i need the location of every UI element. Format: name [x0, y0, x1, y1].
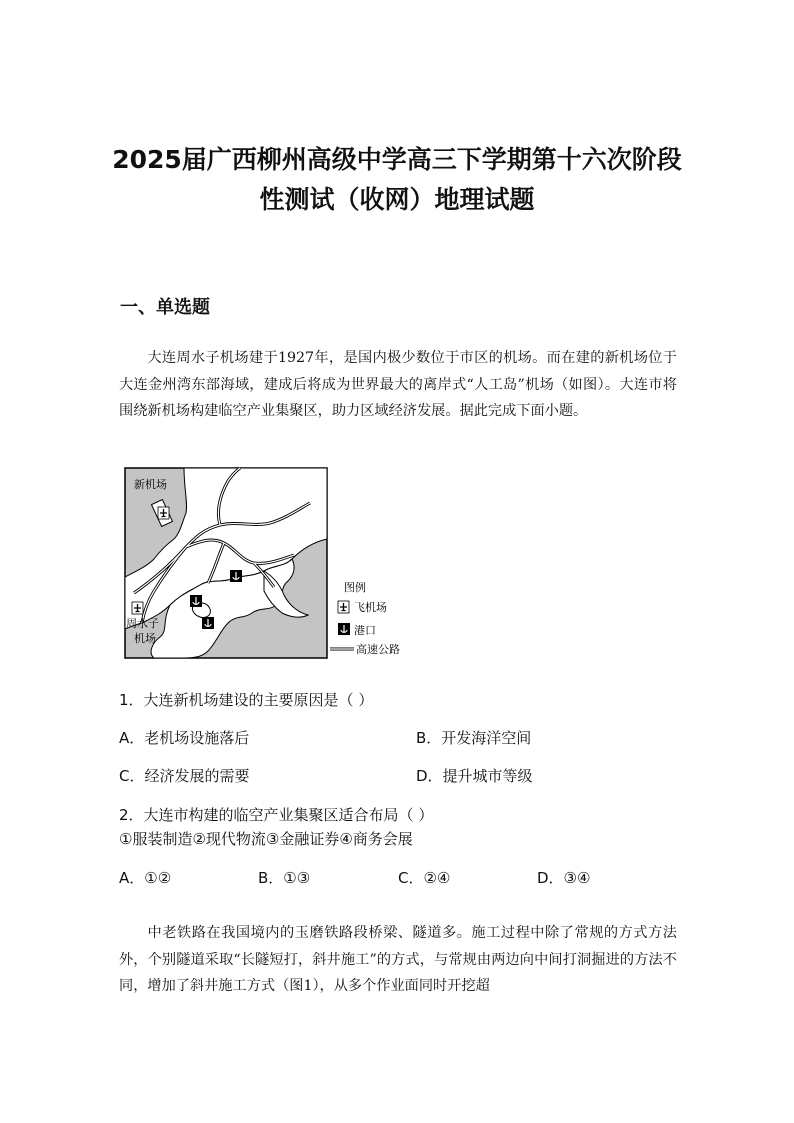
anchor-icon	[190, 595, 202, 607]
question-1-option-c[interactable]: C．经济发展的需要	[119, 767, 250, 785]
dalian-airport-map	[124, 467, 414, 663]
new-airport-label: 新机场	[134, 478, 167, 491]
anchor-icon	[338, 623, 350, 635]
question-2-option-c[interactable]: C．②④	[398, 869, 451, 887]
old-airport-label-line2: 机场	[134, 632, 156, 645]
passage-dalian-airport	[119, 345, 677, 425]
old-airport-label-line1: 周水子	[126, 617, 159, 630]
question-2-option-b[interactable]: B．①③	[258, 869, 311, 887]
question-1-option-d[interactable]: D．提升城市等级	[416, 767, 533, 785]
question-2-option-a[interactable]: A．①②	[119, 869, 172, 887]
question-2-stem: 2．大连市构建的临空产业集聚区适合布局（ ）	[119, 806, 434, 824]
airplane-icon	[338, 601, 349, 613]
question-2-option-d[interactable]: D．③④	[537, 869, 591, 887]
question-1-stem: 1．大连新机场建设的主要原因是（ ）	[119, 691, 374, 709]
section-heading-single-choice: 一、单选题	[120, 297, 210, 318]
legend-highway-label: 高速公路	[356, 643, 400, 656]
map-figure	[124, 467, 414, 663]
anchor-icon	[202, 617, 214, 629]
airplane-icon	[132, 602, 143, 614]
legend-title: 图例	[344, 581, 366, 594]
question-1-option-b[interactable]: B．开发海洋空间	[416, 729, 532, 747]
anchor-icon	[230, 570, 242, 582]
question-1-option-a[interactable]: A．老机场设施落后	[119, 729, 250, 747]
legend-airport-label: 飞机场	[354, 601, 387, 614]
question-2-items: ①服装制造②现代物流③金融证券④商务会展	[119, 830, 413, 848]
document-title-line-1: 2025届广西柳州高级中学高三下学期第十六次阶段	[112, 145, 682, 174]
airplane-icon	[158, 507, 169, 519]
document-title-line-2: 性测试（收网）地理试题	[259, 185, 535, 214]
passage-dalian-airport-text: 大连周水子机场建于1927年，是国内极少数位于市区的机场。而在建的新机场位于大连金州湾东部海域，建成后将成为世界最大的离岸式“人工岛”机场（如图）。大连市将围绕新机场构建临空产业集聚区，助力区域经济发展。据此完成下面小题。	[119, 350, 677, 419]
passage-china-laos-railway-text: 中老铁路在我国境内的玉磨铁路段桥梁、隧道多。施工过程中除了常规的方式方法外，个别隧道采取“长隧短打，斜井施工”的方式，与常规由两边向中间打洞掘进的方法不同，增加了斜井施工方式（图1），从多个作业面同时开挖超	[119, 925, 677, 994]
passage-china-laos-railway	[119, 920, 677, 1000]
legend-port-label: 港口	[354, 624, 376, 637]
